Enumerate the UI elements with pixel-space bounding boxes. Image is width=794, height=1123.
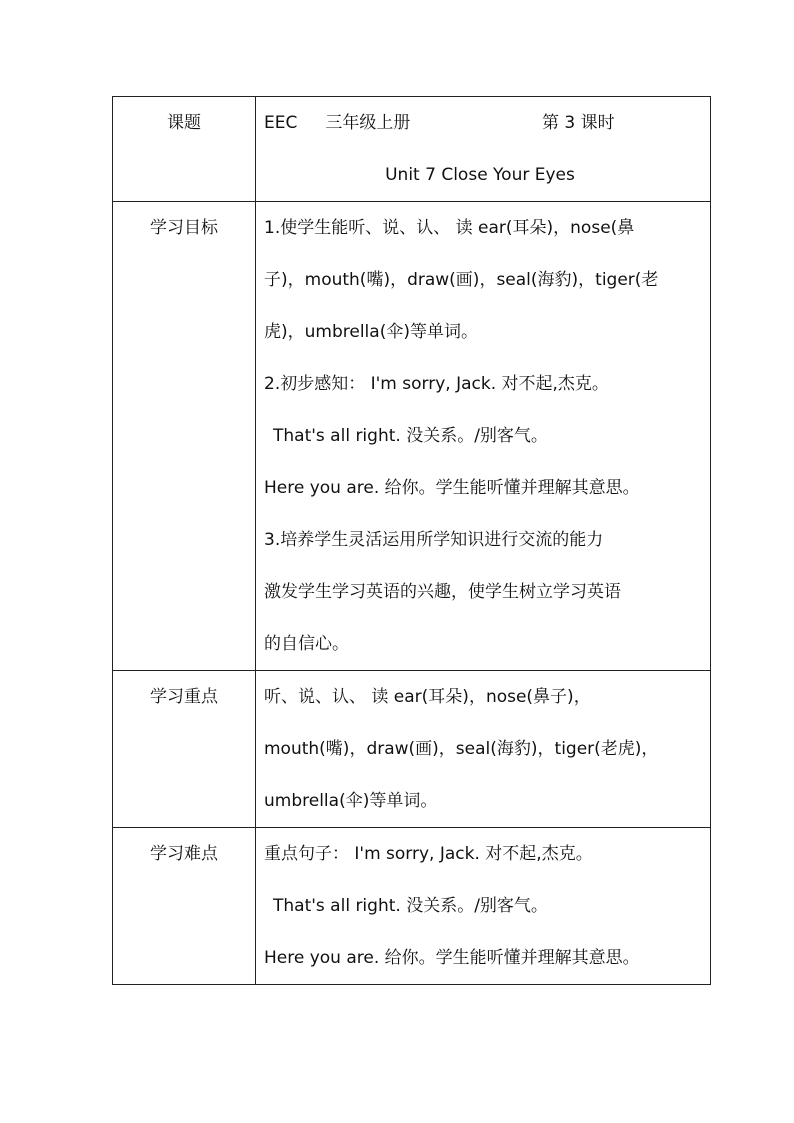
difficulties-row	[113, 828, 711, 985]
topic-content	[256, 97, 711, 202]
objectives-line: 2.初步感知： I'm sorry, Jack. 对不起,杰克。	[264, 374, 609, 394]
objectives-line: Here you are. 给你。学生能听懂并理解其意思。	[264, 478, 640, 498]
objectives-row	[113, 202, 711, 671]
objectives-line: 1.使学生能听、说、认、 读 ear(耳朵)，nose(鼻	[264, 218, 635, 238]
objectives-line: That's all right. 没关系。/别客气。	[273, 426, 548, 446]
key-points-label: 学习重点	[113, 671, 256, 828]
difficulties-line: That's all right. 没关系。/别客气。	[273, 896, 548, 916]
key-points-line: umbrella(伞)等单词。	[264, 791, 438, 811]
key-points-line: mouth(嘴)，draw(画)，seal(海豹)，tiger(老虎)，	[264, 739, 659, 759]
key-points-row	[113, 671, 711, 828]
objectives-label: 学习目标	[113, 202, 256, 671]
difficulties-line: 重点句子： I'm sorry, Jack. 对不起,杰克。	[264, 844, 593, 864]
difficulties-label: 学习难点	[113, 828, 256, 985]
difficulties-line: Here you are. 给你。学生能听懂并理解其意思。	[264, 948, 640, 968]
objectives-content	[256, 202, 711, 671]
objectives-line: 虎)，umbrella(伞)等单词。	[264, 322, 478, 342]
unit-title: Unit 7 Close Your Eyes	[385, 165, 575, 185]
topic-label: 课题	[113, 97, 256, 202]
objectives-line: 激发学生学习英语的兴趣，使学生树立学习英语	[264, 582, 621, 602]
course-code: EEC	[264, 113, 298, 133]
lesson-number: 第 3 课时	[542, 113, 615, 133]
topic-line-1	[264, 97, 706, 149]
objectives-line: 子)，mouth(嘴)，draw(画)，seal(海豹)，tiger(老	[264, 270, 659, 290]
key-points-content	[256, 671, 711, 828]
grade-text: 三年级上册	[325, 113, 411, 133]
key-points-line: 听、说、认、 读 ear(耳朵)，nose(鼻子)，	[264, 687, 591, 707]
lesson-plan-table	[112, 96, 711, 985]
objectives-line: 的自信心。	[264, 634, 349, 654]
topic-row	[113, 97, 711, 202]
difficulties-content	[256, 828, 711, 985]
objectives-line: 3.培养学生灵活运用所学知识进行交流的能力	[264, 530, 604, 550]
